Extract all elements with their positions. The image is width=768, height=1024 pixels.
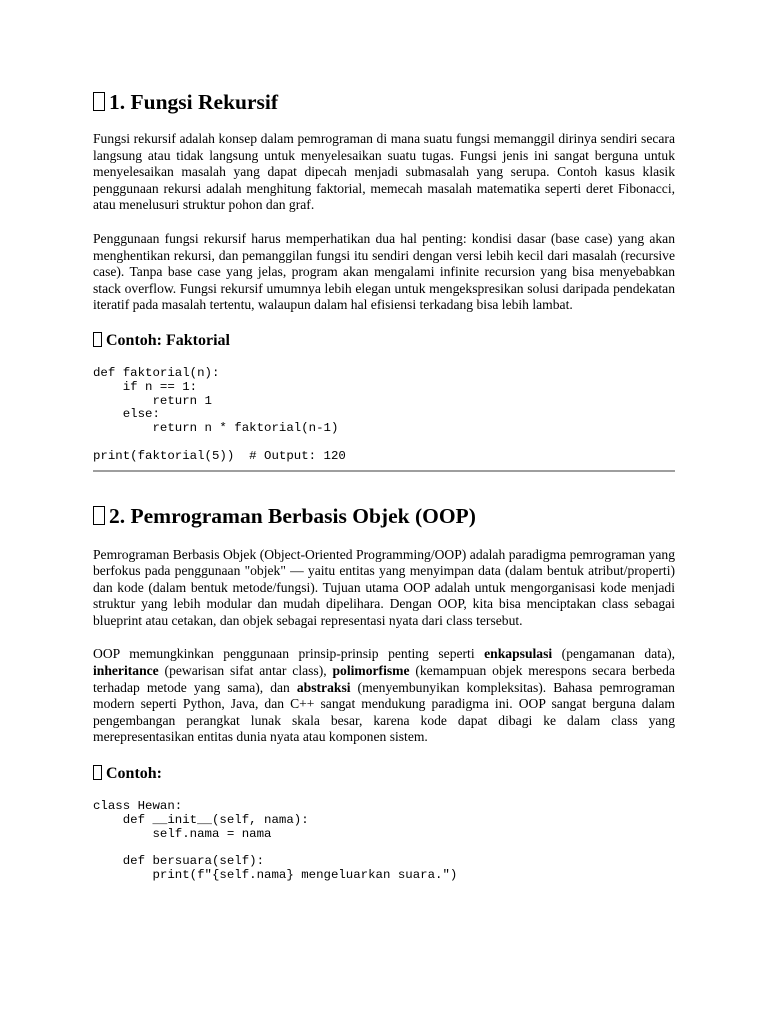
code-block: def faktorial(n): if n == 1: return 1 else: return n * faktorial(n-1) print(faktorial(5)) # Output: 120 [93,365,346,463]
horizontal-rule [93,470,675,472]
document-page [93,0,675,883]
subsection-heading [93,331,675,351]
bold-term: inheritance [93,663,159,679]
text-run: OOP memungkinkan penggunaan prinsip-prinsip penting seperti [93,646,485,662]
missing-glyph-box-icon [93,332,102,347]
subsection-heading [93,764,675,784]
missing-glyph-box-icon [93,92,105,111]
body-paragraph: Pemrograman Berbasis Objek (Object-Oriented Programming/OOP) adalah paradigma pemrograman yang berfokus pada penggunaan "objek" — yaitu entitas yang menyimpan data (dalam bentuk atribut/properti) dan kode (dalam bentuk metode/fungsi). Tujuan utama OOP adalah untuk mengorganisasi kode menjadi struktur yang lebih modular dan mudah dipelihara. Dengan OOP, kita bisa menciptakan class sebagai blueprint atau cetakan, dan objek sebagai representasi nyata dari class tersebut. [93,546,675,628]
code-block: class Hewan: def __init__(self, nama): self.nama = nama def bersuara(self): print(f"{self.nama} mengeluarkan suara.") [93,799,458,883]
text-run: (pengamanan data), [552,646,675,662]
subsection-title: Contoh: [106,765,163,783]
bold-term: enkapsulasi [484,646,553,662]
body-paragraph [93,646,675,746]
missing-glyph-box-icon [93,765,102,780]
body-paragraph: Fungsi rekursif adalah konsep dalam pemrograman di mana suatu fungsi memanggil dirinya sendiri secara langsung atau tidak langsung untuk menyelesaikan suatu tugas. Fungsi jenis ini sangat berguna untuk menyelesaikan masalah yang dapat dipecah menjadi submasalah yang serupa. Contoh kasus klasik penggunaan rekursi adalah menghitung faktorial, memecah masalah matematika seperti deret Fibonacci, atau menelusuri struktur pohon dan graf. [93,131,675,213]
body-paragraph: Penggunaan fungsi rekursif harus memperhatikan dua hal penting: kondisi dasar (base case) yang akan menghentikan rekursi, dan pemanggilan fungsi itu sendiri dengan versi lebih kecil dari masalah (recursive case). Tanpa base case yang jelas, program akan mengalami infinite recursion yang bisa menyebabkan stack overflow. Fungsi rekursif umumnya lebih elegan untuk mengekspresikan solusi daripada pendekatan iteratif pada masalah tertentu, walaupun dalam hal efisiensi terkadang bisa lebih lambat. [93,230,675,313]
text-run: (menyembunyikan kompleksitas). Bahasa pemrograman modern seperti Python, Java, dan C++ sangat mendukung paradigma ini. OOP sangat berguna dalam pengembangan perangkat lunak skala besar, karena kode dapat dibagi ke dalam class yang merepresentasikan entitas dunia nyata atau komponen sistem. [93,679,675,745]
missing-glyph-box-icon [93,506,105,525]
section-title: 2. Pemrograman Berbasis Objek (OOP) [109,503,476,528]
section-heading [93,503,675,529]
text-run: (pewarisan sifat antar class), [158,663,333,679]
bold-term: abstraksi [296,679,351,695]
section-heading [93,89,675,115]
text-run: (kemampuan objek merespons secara berbeda terhadap metode yang sama), dan [93,663,676,695]
subsection-title: Contoh: Faktorial [106,331,230,349]
section-title: 1. Fungsi Rekursif [109,90,279,114]
bold-term: polimorfisme [332,663,410,679]
